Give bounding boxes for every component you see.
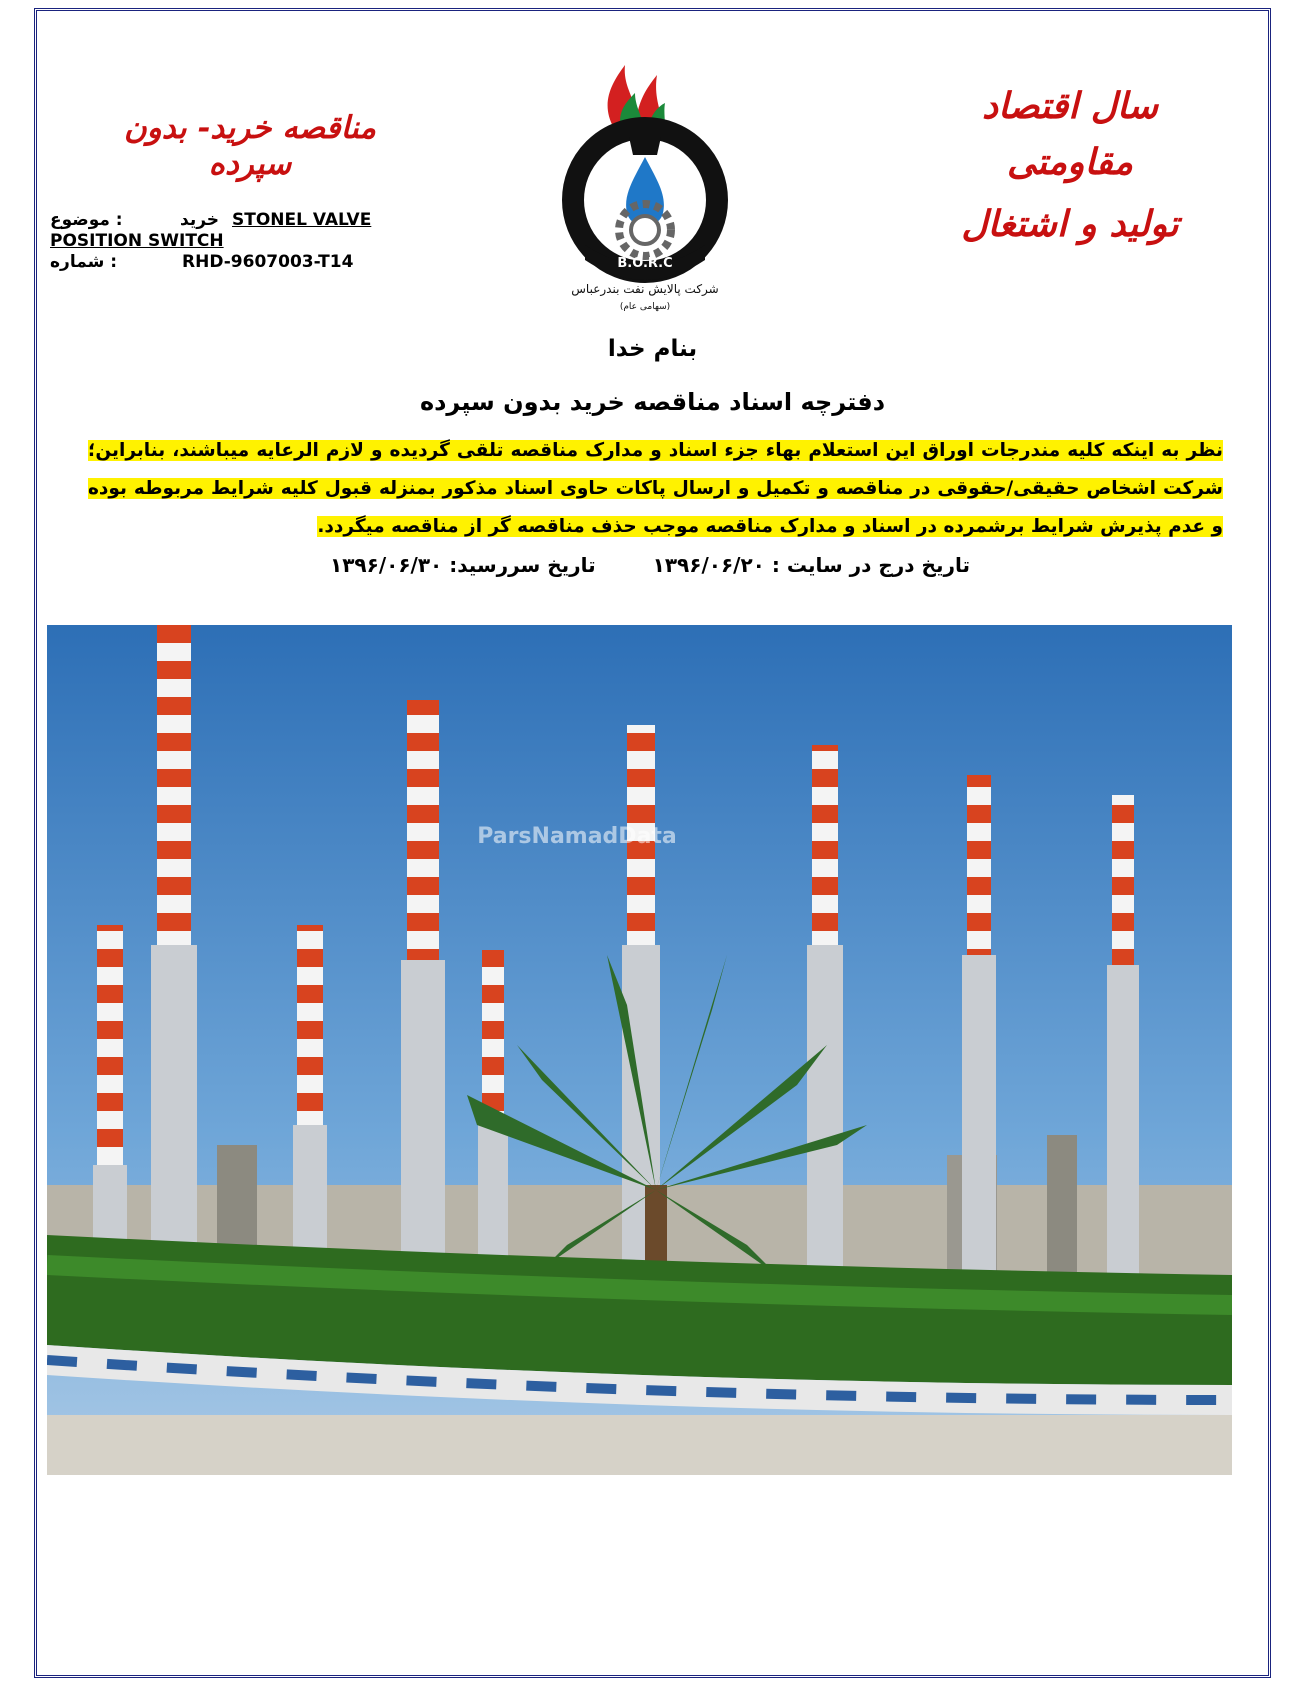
photo-watermark: ParsNamadData (477, 824, 677, 849)
dates-row (330, 553, 970, 583)
tender-meta (50, 210, 410, 273)
borc-logo (545, 45, 760, 315)
notice-paragraph-text: نظر به اینکه کلیه مندرجات اوراق این استعلام بهاء جزء اسناد و مدارک مناقصه تلقی گردیده و لازم الرعایه میباشند، بنابراین؛ شرکت اشخاص حقیقی/حقوقی در مناقصه و تکمیل و ارسال پاکات حاوی اسناد مذکور بمنزله قبول کلیه شرایط مربوطه بوده و عدم پذیرش شرایط برشمرده در اسناد و مدارک مناقصه موجب حذف مناقصه گر از مناقصه میگردد. (88, 440, 1223, 537)
number-label: شماره : (50, 252, 118, 272)
document-heading: دفترچه اسناد مناقصه خرید بدون سپرده (419, 388, 886, 416)
borc-flame-gear-logo-icon (545, 45, 760, 315)
subject-verb: خرید (180, 210, 220, 230)
logo-company-type: (سهامی عام) (619, 302, 671, 312)
date-posted: تاریخ درج در سایت : ۱۳۹۶/۰۶/۲۰ (652, 553, 970, 577)
subject-label: موضوع : (50, 210, 123, 230)
refinery-photo-icon (47, 625, 1232, 1475)
slogan-line-1: سال اقتصاد مقاومتی (981, 85, 1159, 183)
logo-company-name: شرکت پالایش نفت بندرعباس (571, 282, 719, 296)
notice-paragraph (88, 432, 1223, 546)
year-slogan (935, 78, 1205, 252)
number-value: RHD-9607003-T14 (182, 252, 354, 272)
tender-title: مناقصه خرید- بدون سپرده (124, 110, 376, 182)
refinery-photo (47, 625, 1232, 1475)
subject-value-line2: POSITION SWITCH (50, 231, 224, 251)
bismillah-heading: بنام خدا (607, 336, 698, 362)
date-due: تاریخ سررسید: ۱۳۹۶/۰۶/۳۰ (330, 553, 596, 577)
subject-value-line1: STONEL VALVE (232, 210, 372, 230)
logo-initials: B.O.R.C (617, 256, 673, 271)
slogan-line-2: تولید و اشتغال (961, 203, 1179, 245)
